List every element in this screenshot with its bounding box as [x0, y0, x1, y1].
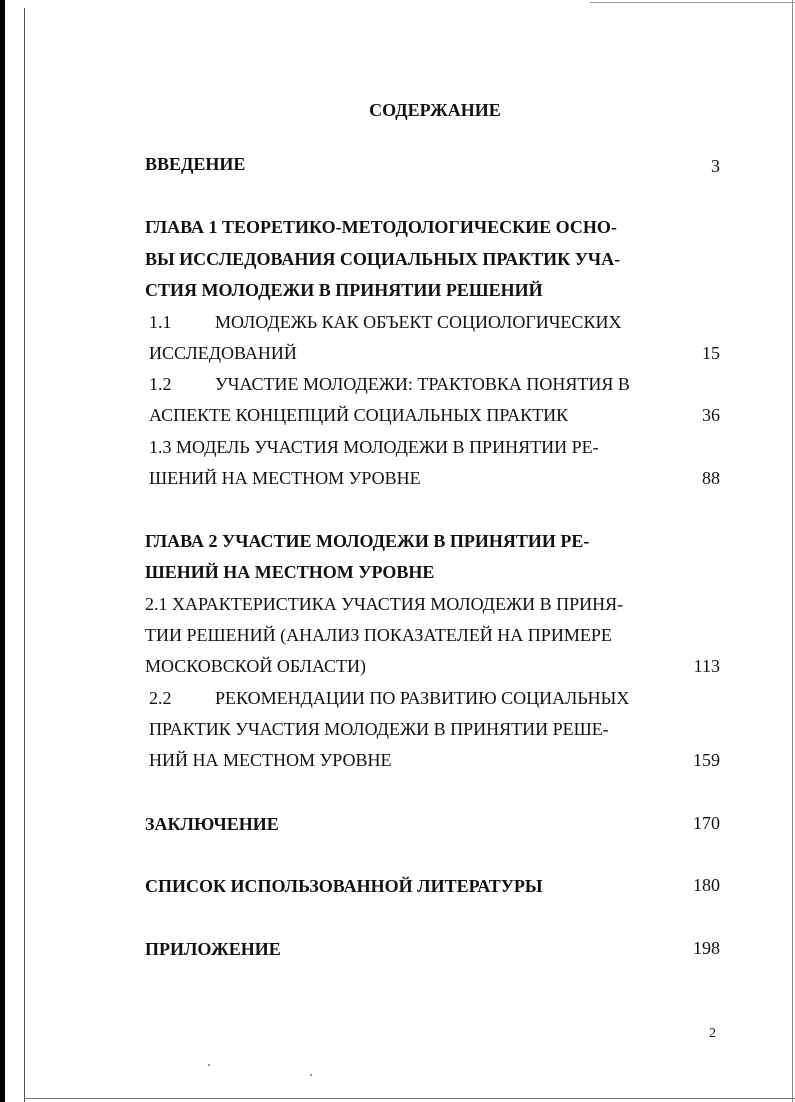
scan-edge-left-inner — [24, 8, 25, 1102]
scan-edge-left — [0, 0, 5, 1102]
section-1-1-title: МОЛОДЕЖЬ КАК ОБЪЕКТ СОЦИОЛОГИЧЕСКИХ — [215, 312, 622, 332]
section-2-1-page: 113 — [693, 656, 720, 676]
chapter2-title-line: ГЛАВА 2 УЧАСТИЕ МОЛОДЕЖИ В ПРИНЯТИИ РЕ- — [145, 531, 590, 551]
section-2-1-title-cont: ТИИ РЕШЕНИЙ (АНАЛИЗ ПОКАЗАТЕЛЕЙ НА ПРИМЕРЕ — [145, 625, 612, 645]
section-1-1-title-cont: ИССЛЕДОВАНИЙ — [149, 343, 297, 363]
chapter1-title-line: ГЛАВА 1 ТЕОРЕТИКО-МЕТОДОЛОГИЧЕСКИЕ ОСНО- — [145, 217, 617, 237]
toc-appendix-page: 198 — [693, 938, 720, 958]
section-1-1-number: 1.1 — [149, 312, 172, 332]
section-1-2-title-cont: АСПЕКТЕ КОНЦЕПЦИЙ СОЦИАЛЬНЫХ ПРАКТИК — [149, 405, 569, 425]
scan-edge-top — [590, 2, 795, 3]
toc-intro-label: ВВЕДЕНИЕ — [145, 154, 246, 174]
chapter1-title-line: СТИЯ МОЛОДЕЖИ В ПРИНЯТИИ РЕШЕНИЙ — [145, 280, 543, 300]
scan-speck — [310, 1074, 312, 1076]
section-2-2-title-cont: ПРАКТИК УЧАСТИЯ МОЛОДЕЖИ В ПРИНЯТИИ РЕШЕ- — [149, 719, 609, 739]
section-1-3-page: 88 — [702, 468, 720, 488]
section-2-1-title: 2.1 ХАРАКТЕРИСТИКА УЧАСТИЯ МОЛОДЕЖИ В ПРИНЯ- — [145, 594, 624, 614]
section-2-2-number: 2.2 — [149, 688, 172, 708]
toc-conclusion-page: 170 — [693, 813, 720, 833]
scan-edge-right — [792, 0, 793, 1102]
section-2-2-page: 159 — [693, 750, 720, 770]
toc-conclusion-label: ЗАКЛЮЧЕНИЕ — [145, 814, 279, 834]
scan-speck — [208, 1064, 210, 1066]
chapter2-title-line: ШЕНИЙ НА МЕСТНОМ УРОВНЕ — [145, 562, 435, 582]
toc-appendix-label: ПРИЛОЖЕНИЕ — [145, 939, 281, 959]
scan-edge-bottom — [24, 1098, 795, 1099]
section-2-2-title: РЕКОМЕНДАЦИИ ПО РАЗВИТИЮ СОЦИАЛЬНЫХ — [215, 688, 630, 708]
page-number: 2 — [709, 1026, 716, 1041]
section-2-2-title-cont: НИЙ НА МЕСТНОМ УРОВНЕ — [149, 750, 392, 770]
section-1-2-number: 1.2 — [149, 374, 172, 394]
toc-title: СОДЕРЖАНИЕ — [369, 100, 501, 120]
section-1-2-title: УЧАСТИЕ МОЛОДЕЖИ: ТРАКТОВКА ПОНЯТИЯ В — [215, 374, 630, 394]
toc-intro-page: 3 — [711, 156, 720, 176]
section-1-3-title-cont: ШЕНИЙ НА МЕСТНОМ УРОВНЕ — [149, 468, 421, 488]
section-1-1-page: 15 — [702, 343, 720, 363]
section-1-3-title: 1.3 МОДЕЛЬ УЧАСТИЯ МОЛОДЕЖИ В ПРИНЯТИИ РЕ- — [149, 437, 599, 457]
section-2-1-title-cont: МОСКОВСКОЙ ОБЛАСТИ) — [145, 656, 367, 676]
toc-references-label: СПИСОК ИСПОЛЬЗОВАННОЙ ЛИТЕРАТУРЫ — [145, 876, 543, 896]
toc-references-page: 180 — [693, 875, 720, 895]
section-1-2-page: 36 — [702, 405, 720, 425]
chapter1-title-line: ВЫ ИССЛЕДОВАНИЯ СОЦИАЛЬНЫХ ПРАКТИК УЧА- — [145, 249, 621, 269]
